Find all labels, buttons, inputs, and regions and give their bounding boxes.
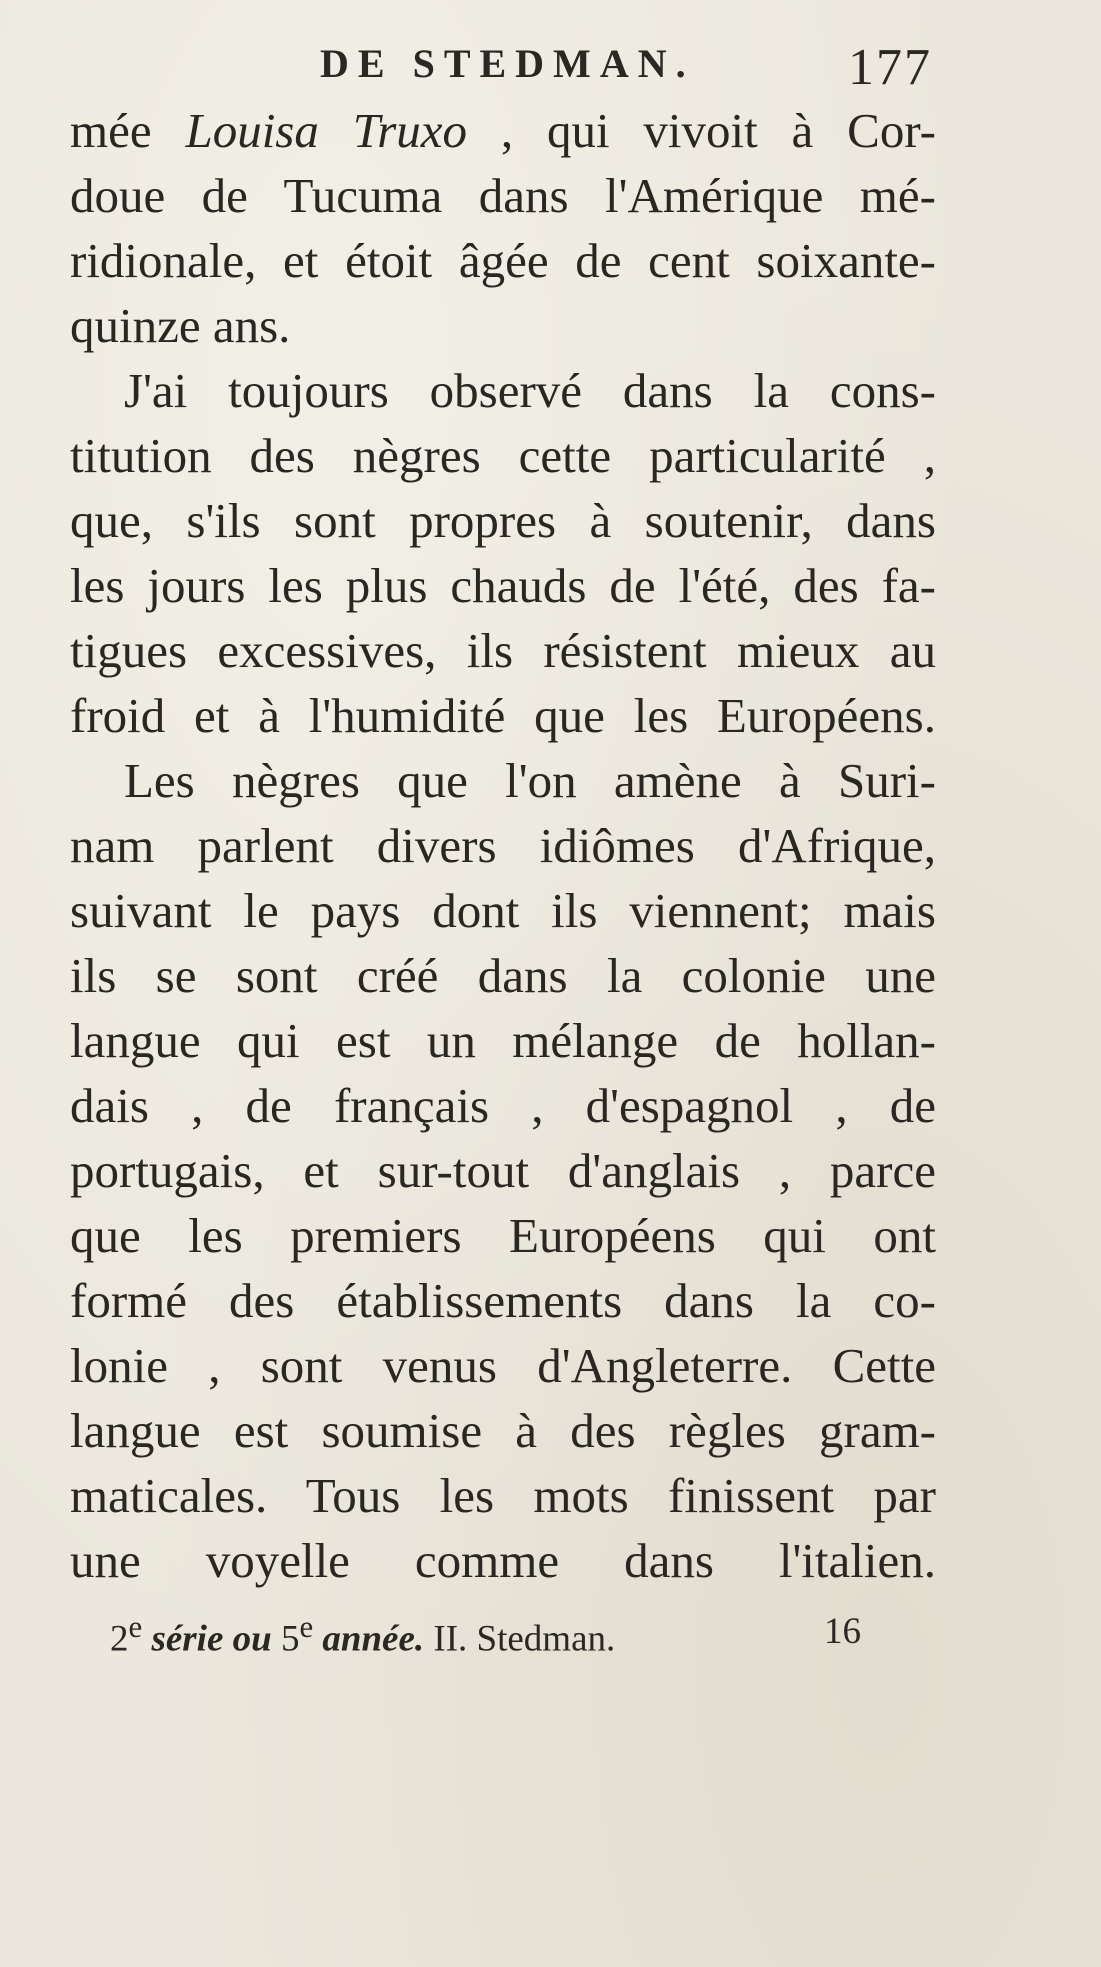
text-line-18: que les premiers Européens qui ont <box>70 1208 936 1263</box>
text-line-5: J'ai toujours observé dans la cons- <box>124 363 936 418</box>
text-line-14: ils se sont créé dans la colonie une <box>70 948 936 1003</box>
text-line-19: formé des établissements dans la co- <box>70 1273 936 1328</box>
text-line-13: suivant le pays dont ils viennent; mais <box>70 883 936 938</box>
text-line-9: tigues excessives, ils résistent mieux au <box>70 623 936 678</box>
text-line-15: langue qui est un mélange de hollan- <box>70 1013 936 1068</box>
text-line-17: portugais, et sur-tout d'anglais , parce <box>70 1143 936 1198</box>
text-line-1: mée Louisa Truxo , qui vivoit à Cor- <box>70 103 936 158</box>
text-line-21: langue est soumise à des règles gram- <box>70 1403 936 1458</box>
text-line-4: quinze ans. <box>70 298 291 353</box>
text-line-7: que, s'ils sont propres à soutenir, dans <box>70 493 936 548</box>
text-line-23: une voyelle comme dans l'italien. <box>70 1533 936 1588</box>
text-line-6: titution des nègres cette particularité , <box>70 428 936 483</box>
text-line-22: maticales. Tous les mots finissent par <box>70 1468 936 1523</box>
text-line-12: nam parlent divers idiômes d'Afrique, <box>70 818 936 873</box>
text-line-3: ridionale, et étoit âgée de cent soixante- <box>70 233 936 288</box>
sheet-number: 16 <box>824 1611 861 1652</box>
text-line-11: Les nègres que l'on amène à Suri- <box>124 753 936 808</box>
body-text <box>70 98 936 1593</box>
page-number: 177 <box>848 39 932 96</box>
signature-mark: 2e série ou 5e année. II. Stedman. 16 <box>110 1610 861 1660</box>
text-line-2: doue de Tucuma dans l'Amérique mé- <box>70 168 936 223</box>
italic-name: Louisa Truxo <box>185 103 468 158</box>
text-line-16: dais , de français , d'espagnol , de <box>70 1078 936 1133</box>
text-line-8: les jours les plus chauds de l'été, des fa- <box>70 558 936 613</box>
text-line-20: lonie , sont venus d'Angleterre. Cette <box>70 1338 936 1393</box>
running-head: DE STEDMAN. <box>320 41 695 86</box>
text-line-10: froid et à l'humidité que les Européens. <box>70 688 936 743</box>
